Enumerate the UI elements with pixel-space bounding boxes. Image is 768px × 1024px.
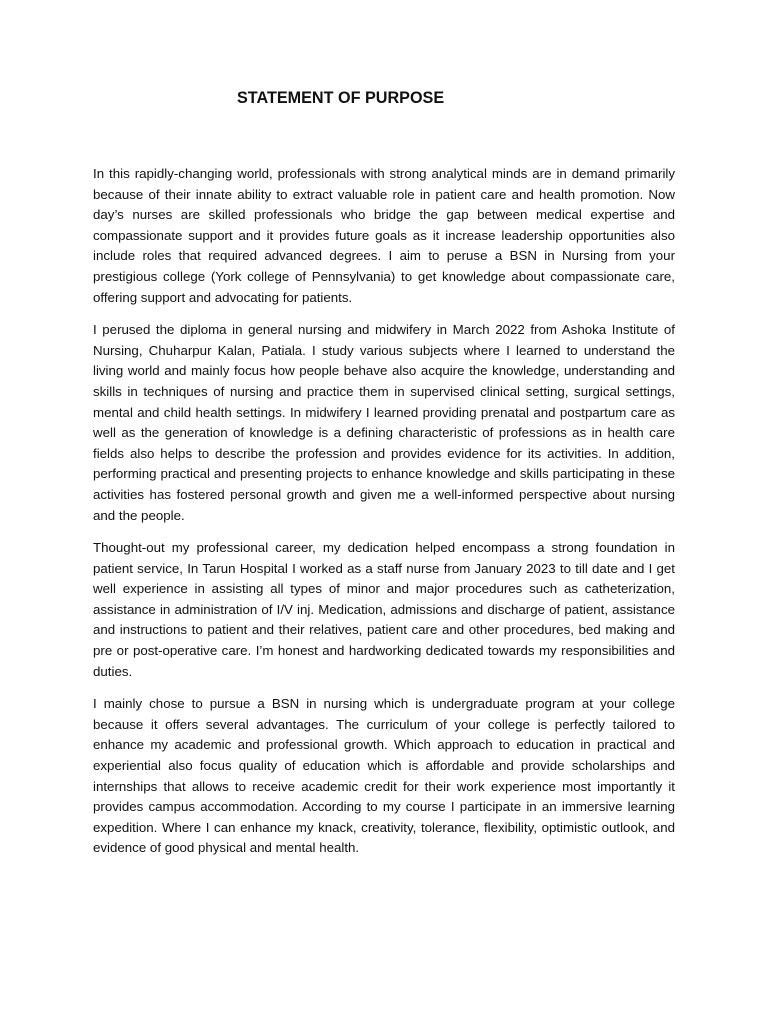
document-title: STATEMENT OF PURPOSE: [237, 89, 445, 107]
paragraph-intro: In this rapidly-changing world, professionals with strong analytical minds are in demand primarily because of their innate ability to extract valuable role in patient care and health promotion. Now day’s nurses are skilled professionals who bridge the gap between medical expertise and compassionate support and it provides future goals as it increase leadership opportunities also include roles that required advanced degrees. I aim to peruse a BSN in Nursing from your prestigious college (York college of Pennsylvania) to get knowledge about compassionate care, offering support and advocating for patients.: [93, 166, 675, 305]
paragraph-education: I perused the diploma in general nursing and midwifery in March 2022 from Ashoka Institute of Nursing, Chuharpur Kalan, Patiala. I study various subjects where I learned to understand the living world and mainly focus how people behave also acquire the knowledge, understanding and skills in techniques of nursing and practice them in supervised clinical setting, surgical settings, mental and child health settings. In midwifery I learned providing prenatal and postpartum care as well as the generation of knowledge is a defining characteristic of professions as in health care fields also helps to describe the profession and provides evidence for its activities. In addition, performing practical and presenting projects to enhance knowledge and skills participating in these activities has fostered personal growth and given me a well-informed perspective about nursing and the people.: [93, 322, 675, 523]
paragraph-motivation: I mainly chose to pursue a BSN in nursing which is undergraduate program at your college because it offers several advantages. The curriculum of your college is perfectly tailored to enhance my academic and professional growth. Which approach to education in practical and experiential also focus quality of education which is affordable and provide scholarships and internships that allows to receive academic credit for their work experience most importantly it provides campus accommodation. According to my course I participate in an immersive learning expedition. Where I can enhance my knack, creativity, tolerance, flexibility, optimistic outlook, and evidence of good physical and mental health.: [93, 696, 675, 856]
paragraph-experience: Thought-out my professional career, my dedication helped encompass a strong foundation in patient service, In Tarun Hospital I worked as a staff nurse from January 2023 to till date and I get well experience in assisting all types of minor and major procedures such as catheterization, assistance in administration of I/V inj. Medication, admissions and discharge of patient, assistance and instructions to patient and their relatives, patient care and other procedures, bed making and pre or post-operative care. I’m honest and hardworking dedicated towards my responsibilities and duties.: [93, 540, 675, 679]
document-body: [93, 164, 675, 871]
